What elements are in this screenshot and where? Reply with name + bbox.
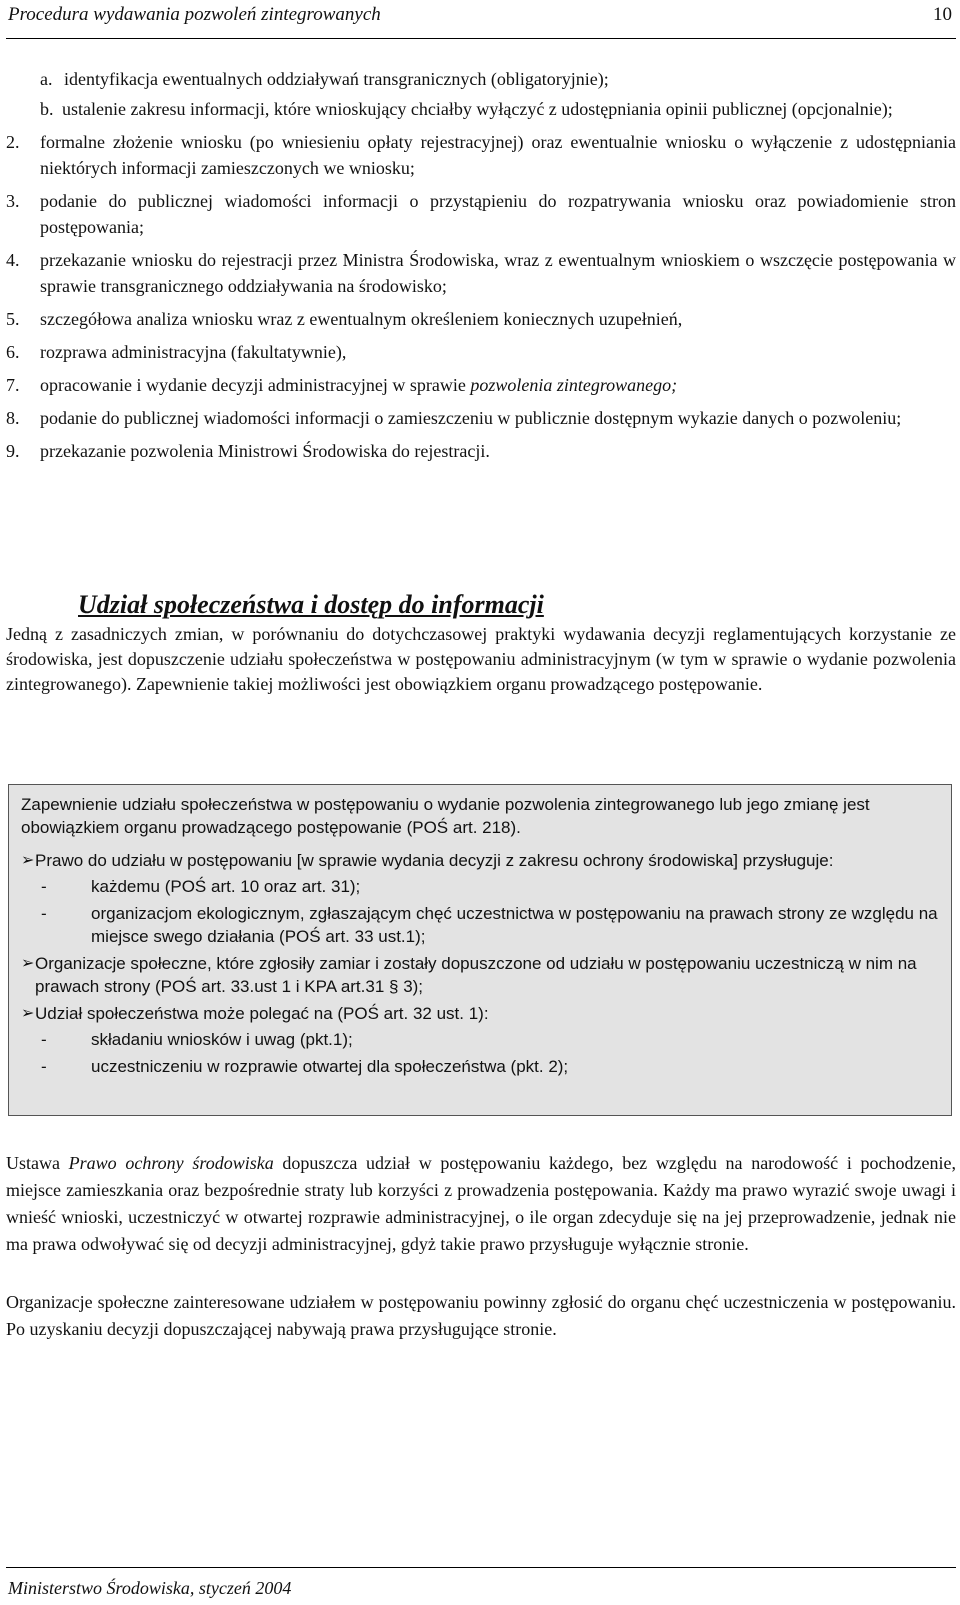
footer-text: Ministerstwo Środowiska, styczeń 2004	[8, 1578, 292, 1598]
paragraph-text: dopuszcza udział w postępowaniu każdego, bez względu na narodowość i pochodzenie, miejsce zamieszkania oraz bezpośrednie straty lub korzyści z prowadzenia postępowania. Każdy ma prawo wyrazić swoje uwagi i wnieść wnioski, uczestniczyć w otwartej rozprawie administracyjnej, o ile organ zdecyduje się na jej przeprowadzenie, jednak nie ma prawa odwoływać się od decyzji administracyjnej, gdyż takie prawo przysługuje wyłącznie stronie.	[6, 1153, 956, 1254]
list-item-text: rozprawa administracyjna (fakultatywnie),	[40, 342, 347, 362]
list-item	[6, 188, 956, 240]
list-item-italic-text: pozwolenia zintegrowanego;	[470, 375, 678, 395]
dash-item	[21, 1055, 939, 1078]
list-item-text: podanie do publicznej wiadomości informacji o przystąpieniu do rozpatrywania wniosku oraz powiadomienie stron postępowania;	[40, 191, 956, 237]
list-item	[6, 438, 956, 464]
section-heading: Udział społeczeństwa i dostęp do informacji	[78, 590, 544, 619]
dash-marker: -	[41, 1057, 47, 1076]
dash-text: uczestniczeniu w rozprawie otwartej dla społeczeństwa (pkt. 2);	[91, 1057, 569, 1076]
dash-item	[21, 1028, 939, 1051]
info-box	[8, 784, 952, 1116]
bullet-text: Prawo do udziału w postępowaniu [w sprawie wydania decyzji z zakresu ochrony środowiska] przysługuje:	[35, 851, 834, 870]
list-item-number: 3.	[6, 191, 20, 211]
dash-text: organizacjom ekologicznym, zgłaszającym chęć uczestnictwa w postępowaniu na prawach strony ze względu na miejsce swego działania (POŚ art. 33 ust.1);	[91, 904, 938, 946]
dash-item	[21, 902, 939, 948]
list-item-number: 9.	[6, 441, 20, 461]
list-item	[6, 66, 956, 92]
page-footer	[6, 1567, 956, 1599]
section-intro-paragraph: Jedną z zasadniczych zmian, w porównaniu do dotychczasowej praktyki wydawania decyzji reglamentujących korzystanie ze środowiska, jest dopuszczenie udziału społeczeństwa w postępowaniu administracyjnym (w tym w sprawie o wydanie pozwolenia zintegrowanego). Zapewnienie takiej możliwości jest obowiązkiem organu prowadzącego postępowanie.	[6, 624, 956, 694]
dash-text: każdemu (POŚ art. 10 oraz art. 31);	[91, 877, 361, 896]
list-item-text: identyfikacja ewentualnych oddziaływań transgranicznych (obligatoryjnie);	[64, 69, 609, 89]
list-item	[6, 405, 956, 431]
list-item-number: 6.	[6, 342, 20, 362]
list-item-number: 4.	[6, 250, 20, 270]
act-title-italic: Prawo ochrony środowiska	[68, 1153, 274, 1173]
list-item-number: 8.	[6, 408, 20, 428]
list-item	[6, 372, 956, 398]
list-item-number: 7.	[6, 375, 20, 395]
procedure-steps-list	[6, 66, 956, 471]
list-item-number: b.	[40, 99, 54, 119]
page-header	[6, 0, 956, 39]
list-item-text: formalne złożenie wniosku (po wniesieniu opłaty rejestracyjnej) oraz ewentualnie wniosku o wyłączenie z udostępniania niektórych informacji zamieszczonych we wniosku;	[40, 132, 956, 178]
bullet-item	[21, 1002, 939, 1025]
list-item-number: a.	[40, 69, 53, 89]
list-item	[6, 96, 956, 122]
arrow-bullet-icon: ➢	[21, 852, 35, 869]
page-number: 10	[933, 4, 952, 25]
bullet-text: Organizacje społeczne, które zgłosiły zamiar i zostały dopuszczone od udziału w postępowaniu uczestniczą w nim na prawach strony (POŚ art. 33.ust 1 i KPA art.31 § 3);	[35, 954, 917, 996]
dash-marker: -	[41, 877, 47, 896]
dash-marker: -	[41, 1030, 47, 1049]
list-item-number: 2.	[6, 132, 20, 152]
list-item	[6, 247, 956, 299]
list-item-text: przekazanie wniosku do rejestracji przez Ministra Środowiska, wraz z ewentualnym wnioskiem o wszczęcie postępowania w sprawie transgranicznego oddziaływania na środowisko;	[40, 250, 956, 296]
dash-marker: -	[41, 904, 47, 923]
bullet-item	[21, 849, 939, 872]
bullet-item	[21, 952, 939, 998]
dash-item	[21, 875, 939, 898]
list-item-text: szczegółowa analiza wniosku wraz z ewentualnym określeniem koniecznych uzupełnień,	[40, 309, 683, 329]
list-item-text: ustalenie zakresu informacji, które wnioskujący chciałby wyłączyć z udostępniania opinii publicznej (opcjonalnie);	[62, 99, 893, 119]
paragraph-public-participation	[6, 1150, 956, 1258]
paragraph-social-organizations: Organizacje społeczne zainteresowane udziałem w postępowaniu powinny zgłosić do organu chęć uczestniczenia w postępowaniu. Po uzyskaniu decyzji dopuszczającej nabywają prawa przysługujące stronie.	[6, 1292, 956, 1339]
info-box-intro: Zapewnienie udziału społeczeństwa w postępowaniu o wydanie pozwolenia zintegrowanego lub jego zmianę jest obowiązkiem organu prowadzącego postępowanie (POŚ art. 218).	[21, 795, 870, 837]
list-item	[6, 339, 956, 365]
arrow-bullet-icon: ➢	[21, 955, 35, 972]
list-item	[6, 306, 956, 332]
arrow-bullet-icon: ➢	[21, 1005, 35, 1022]
list-item-text: opracowanie i wydanie decyzji administracyjnej w sprawie	[40, 375, 471, 395]
list-item	[6, 129, 956, 181]
list-item-text: przekazanie pozwolenia Ministrowi Środowiska do rejestracji.	[40, 441, 490, 461]
bullet-text: Udział społeczeństwa może polegać na (POŚ art. 32 ust. 1):	[35, 1004, 489, 1023]
document-title: Procedura wydawania pozwoleń zintegrowanych	[8, 4, 381, 25]
dash-text: składaniu wniosków i uwag (pkt.1);	[91, 1030, 353, 1049]
list-item-number: 5.	[6, 309, 20, 329]
paragraph-text: Ustawa	[6, 1153, 69, 1173]
list-item-text: podanie do publicznej wiadomości informacji o zamieszczeniu w publicznie dostępnym wykazie danych o pozwoleniu;	[40, 408, 902, 428]
